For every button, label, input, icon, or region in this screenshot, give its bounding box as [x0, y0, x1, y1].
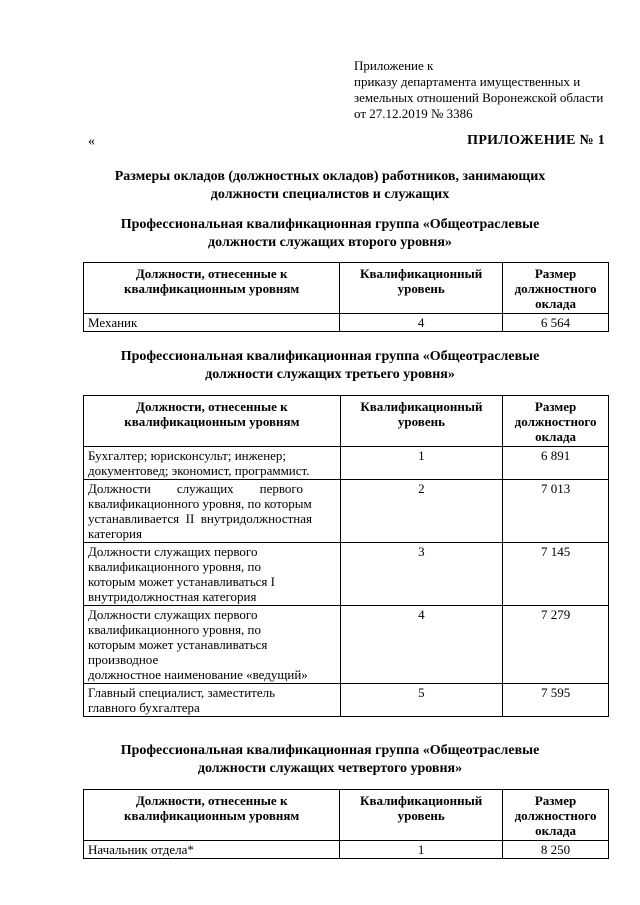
group-title-line: Профессиональная квалификационная группа «Общеотраслевые	[120, 743, 540, 758]
group-title-line: Профессиональная квалификационная группа «Общеотраслевые	[120, 349, 540, 364]
cell-level: 4	[340, 314, 503, 332]
cell-line: квалификационного уровня, по которым	[88, 496, 312, 511]
header-line: должностного	[514, 281, 597, 296]
header-line: уровень	[397, 414, 445, 429]
header-line: Должности, отнесенные к	[136, 399, 288, 414]
header-line: должностного	[514, 808, 597, 823]
group-title-line: должности служащих третьего уровня»	[205, 367, 455, 382]
table-row	[84, 543, 609, 606]
cell-salary: 7 279	[503, 606, 609, 684]
table-row	[84, 480, 609, 543]
cell-line: Механик	[88, 315, 138, 330]
header-line: должностного	[514, 414, 597, 429]
cell-position	[84, 543, 341, 606]
table-row	[84, 314, 609, 332]
cell-position	[84, 447, 341, 480]
group-title-line: Профессиональная квалификационная группа «Общеотраслевые	[120, 217, 540, 232]
table-header-row	[84, 790, 609, 841]
cell-line: Главный специалист, заместитель	[88, 685, 276, 700]
cell-position	[84, 684, 341, 717]
cell-line: производное	[88, 652, 159, 667]
header-line: Размер	[534, 399, 577, 414]
header-salary	[503, 263, 609, 314]
cell-line: Бухгалтер; юрисконсульт; инженер;	[88, 448, 287, 463]
cell-salary: 6 564	[503, 314, 609, 332]
appendix-note-line: от 27.12.2019 № 3386	[354, 106, 473, 121]
cell-line: квалификационного уровня, по	[88, 559, 261, 574]
cell-line: должностное наименование «ведущий»	[88, 667, 308, 682]
header-line: уровень	[397, 808, 445, 823]
main-title-line: должности специалистов и служащих	[210, 187, 450, 202]
header-line: уровень	[397, 281, 445, 296]
appendix-title: ПРИЛОЖЕНИЕ № 1	[467, 133, 605, 148]
header-positions	[84, 790, 340, 841]
appendix-note-line: Приложение к	[354, 58, 434, 73]
header-line: Квалификационный	[360, 399, 483, 414]
group-title-line: должности служащих четвертого уровня»	[197, 761, 463, 776]
cell-level: 2	[340, 480, 503, 543]
header-line: Размер	[534, 793, 577, 808]
table-header-row	[84, 263, 609, 314]
cell-salary: 7 595	[503, 684, 609, 717]
cell-line: главного бухгалтера	[88, 700, 200, 715]
cell-line: документовед; экономист, программист.	[88, 463, 310, 478]
cell-level: 1	[340, 841, 503, 859]
cell-level: 4	[340, 606, 503, 684]
header-line: квалификационным уровням	[124, 414, 300, 429]
main-title-line: Размеры окладов (должностных окладов) работников, занимающих	[114, 169, 546, 184]
cell-line: квалификационного уровня, по	[88, 622, 261, 637]
header-level	[340, 790, 503, 841]
salary-table-fourth-level	[83, 789, 609, 859]
header-positions	[84, 396, 341, 447]
header-line: Должности, отнесенные к	[135, 266, 288, 281]
cell-line: внутридолжностная категория	[88, 589, 257, 604]
cell-level: 1	[340, 447, 503, 480]
cell-level: 5	[340, 684, 503, 717]
salary-table-second-level	[83, 262, 609, 332]
opening-quote: «	[88, 134, 95, 149]
header-line: Квалификационный	[360, 266, 483, 281]
header-level	[340, 263, 503, 314]
cell-salary: 7 013	[503, 480, 609, 543]
cell-level: 3	[340, 543, 503, 606]
header-line: квалификационным уровням	[124, 808, 300, 823]
header-line: оклада	[535, 429, 577, 444]
group-title-fourth-level	[80, 742, 580, 778]
header-salary	[503, 790, 609, 841]
header-line: оклада	[535, 823, 576, 838]
header-positions	[84, 263, 340, 314]
cell-line: Должности служащих первого	[88, 607, 258, 622]
group-title-second-level	[80, 216, 580, 252]
cell-line: Начальник отдела*	[88, 842, 194, 857]
group-title-line: должности служащих второго уровня»	[208, 235, 452, 250]
cell-line: Должности служащих первого	[88, 544, 258, 559]
header-line: Квалификационный	[360, 793, 483, 808]
cell-position	[84, 314, 340, 332]
appendix-note	[354, 58, 603, 122]
cell-line: Должности служащих первого	[88, 481, 303, 496]
appendix-note-line: земельных отношений Воронежской области	[354, 90, 604, 105]
appendix-note-line: приказу департамента имущественных и	[354, 74, 581, 89]
header-level	[340, 396, 503, 447]
cell-salary: 6 891	[503, 447, 609, 480]
table-row	[84, 841, 609, 859]
cell-line: которым может устанавливаться	[88, 637, 268, 652]
cell-salary: 8 250	[503, 841, 609, 859]
header-line: оклада	[535, 296, 576, 311]
header-line: Должности, отнесенные к	[135, 793, 288, 808]
cell-position	[84, 841, 340, 859]
header-line: Размер	[534, 266, 577, 281]
salary-table-third-level	[83, 395, 609, 717]
cell-position	[84, 606, 341, 684]
table-header-row	[84, 396, 609, 447]
table-row	[84, 684, 609, 717]
group-title-third-level	[80, 348, 580, 384]
main-title	[80, 168, 580, 204]
cell-line: категория	[88, 526, 142, 541]
cell-position	[84, 480, 341, 543]
cell-line: устанавливается II внутридолжностная	[88, 511, 313, 526]
cell-salary: 7 145	[503, 543, 609, 606]
header-line: квалификационным уровням	[124, 281, 300, 296]
table-row	[84, 447, 609, 480]
cell-line: которым может устанавливаться I	[88, 574, 275, 589]
header-salary	[503, 396, 609, 447]
table-row	[84, 606, 609, 684]
